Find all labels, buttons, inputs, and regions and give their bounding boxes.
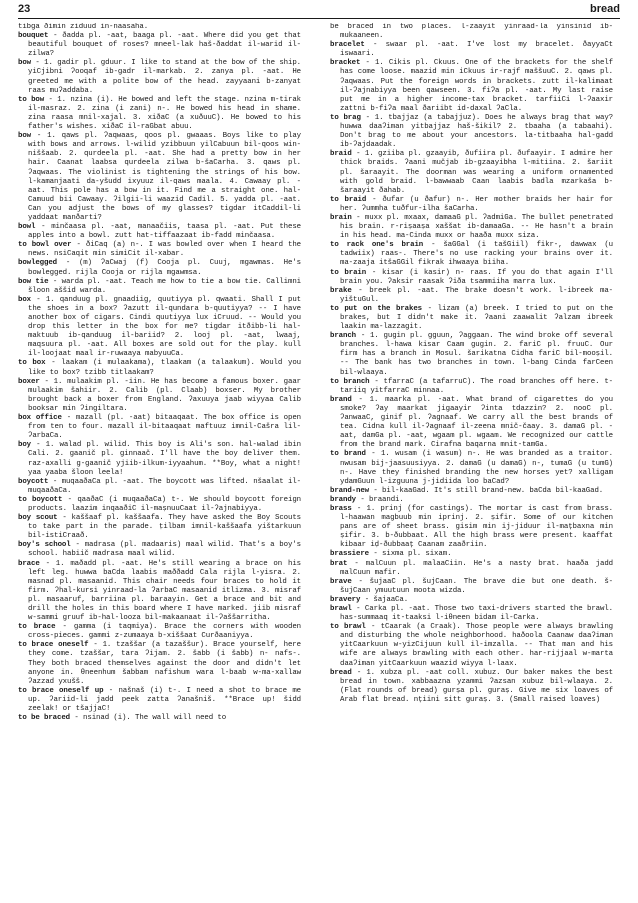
entry-headword: bowl: [18, 223, 36, 232]
dictionary-entry: [18, 32, 301, 59]
entry-text: - kisar (i kasir) n- raas. If you do that again I'll brain you. ʔaksir raasak ʔiða tsammiiha marra lux.: [340, 268, 613, 286]
entry-text: - malCuun pl. malaaCiin. He's a nasty brat. haaða jadd malCuun mafir.: [340, 559, 613, 577]
entry-text: - laakam (i mulaakama), tlaakam (a talaakum). Would you like to box? tzibb titlaakam?: [28, 359, 301, 377]
dictionary-entry: [330, 596, 613, 605]
dictionary-entry: [330, 560, 613, 578]
entry-text: - 1. xubza pl. -aat coll. xubuz. Our baker makes the best bread in town. xabbaazna yzammi ʔazsan xubuz bil-wlaaya. 2. (Flat rounds of bread) gurṣa pl. guraṣ. Give me six loaves of Arab flat bread. nțiini sitt guraṣ. 3. (Small raised loaves): [340, 668, 613, 704]
dictionary-entry: [18, 623, 301, 641]
dictionary-entry: [330, 487, 613, 496]
entry-headword: brand: [330, 395, 352, 404]
entry-headword: brawl: [330, 605, 352, 613]
entry-text: - 1. maðadd pl. -aat. He's still wearing a brace on his left leg. huwwa baCda laabis maððadd Cala rijla l-yisra. 2. masnad pl. masaanid. This chair needs four braces to hold it firm. ʔhal-kursi yinraad-la ʔarbaC masaanid itlizma. 3. misraf pl. masaaruf, barriina pl. baraayin. Get a brace and bit and drill the holes in this board where I have marked. jiib misraf w-sammi gruuf ib-hal-looza bil-makaanaat il-ʔaššarritha.: [28, 559, 301, 623]
entry-headword: brand-new: [330, 486, 370, 495]
entry-text: tibga ðimin ziduud in-naasaha.: [18, 23, 149, 31]
entry-text: - 1. prinj (for castings). The mortar is cast from brass. l-haawan magbuub min iprinj. 2. ṣifir. Some of our kitchen pans are of sheet brass. gisim min ij-jiduur il-mațbaxna min ṣifir. 3. b-ðubbaat. All the high brass were present. kaaffat kibaar iḍ-ðubbaaț Caanam zaaðriin.: [340, 504, 613, 550]
entry-text: - 1. nzina (i). He bowed and left the stage. nzina m-tirak il-masraz. 2. zina (i zani) n-. He bowed his head in shame. zina raasa mnil-xajal. 3. xiðaC (a xuðuuC). He bowed to his father's wishes. xiðaC il-raGbat abuu.: [28, 95, 301, 132]
entry-headword: branch: [330, 332, 357, 341]
entry-text: - (m) ʔaCwaj (f) Cooja pl. Cuuj, mgawmas. He's bowlegged. rijla Cooja or rijla mgawmsa.: [28, 259, 301, 277]
entry-headword: boycott: [18, 477, 49, 486]
dictionary-entry: [18, 59, 301, 95]
dictionary-entry: [330, 396, 613, 451]
entry-text: - breek pl. -aat. The brake doesn't work. l-ibreek ma-yištuGul.: [340, 286, 613, 304]
entry-text: - 1. gziiba pl. gzaayib, ðufiira pl. ðufaayir. I admire her thick braids. ʔaani mučjab ib-gzaayibha l-mitiina. 2. šariit pl. šaraayit. The doorman was wearing a uniform ornamented with gold braid. l-bawwaab Caan laabis badla mzarkaša b-šaraayit ðahab.: [340, 150, 613, 195]
dictionary-entry: [18, 441, 301, 477]
entry-headword: to boycott: [18, 495, 63, 504]
entry-text: - šajaaCa.: [360, 595, 409, 604]
entry-headword: to rack one's brain: [330, 241, 424, 250]
entry-text: - tfarraC (a tafarruC). The road branches off here. t-tariiq yitfarraC minnaa.: [340, 377, 613, 395]
entry-headword: to put on the brakes: [330, 304, 423, 313]
entry-headword: bowlegged: [18, 259, 58, 268]
entry-headword: brake: [330, 286, 352, 295]
dictionary-entry: [18, 414, 301, 441]
entry-headword: to box: [18, 359, 46, 368]
dictionary-entry: [18, 278, 301, 296]
dictionary-entry: [18, 241, 301, 259]
dictionary-entry: [330, 114, 613, 150]
entry-text: - braandi.: [356, 495, 404, 504]
dictionary-entry: [18, 687, 301, 714]
entry-text: - 1. tbajjaz (a tabajjuz). Does he always brag that way? huwwa daaʔiman yitbajjaz haš-šikil? 2. tbaaha (a tabaahi). Don't brag to me about your ancestors. la-titbaaha hal-gadd ib-ʔajdaadak.: [340, 113, 613, 150]
dictionary-entry: [18, 641, 301, 686]
dictionary-entry: [18, 514, 301, 541]
entry-headword: to brace oneself up: [18, 686, 104, 695]
dictionary-entry: [330, 669, 613, 705]
dictionary-entry: [18, 714, 301, 723]
dictionary-entry: [330, 550, 613, 559]
dictionary-entry: [330, 150, 613, 195]
entry-text: - muxx pl. mxaax, damaaG pl. ʔadmiGa. The bullet penetrated his brain. r-riṣaaṣa xaššat ib-damaaGa. -- He hasn't a brain in his head. ma-Cinda muxx or haaða muxx siza.: [340, 213, 613, 241]
left-column: [18, 23, 301, 895]
dictionary-entry: [330, 332, 613, 377]
dictionary-entry: [330, 496, 613, 505]
entry-text: - 1. gugin pl. gguun, ʔaggaan. The wind broke off several branches. l-hawa kisar Caam gugin. 2. fariC pl. fruuC. Our firm has a branch in Mosul. šarikatna Cidha fariC bil-mooṣil. -- The bank has two branches in town. l-bang Cinda farCeen bil-wlaaya.: [340, 332, 613, 377]
dictionary-entry: [330, 287, 613, 305]
dictionary-entry: [18, 259, 301, 277]
entry-text: - warda pl. -aat. Teach me how to tie a bow tie. Callimni šloon aššid warda.: [28, 277, 301, 295]
entry-headword: brassiere: [330, 550, 370, 559]
entry-text: - sixma pl. sixam.: [369, 550, 452, 559]
entry-headword: boxer: [18, 377, 40, 386]
dictionary-entry: [330, 305, 613, 332]
entry-text: - 1. qaws pl. ʔaqwaas, qoos pl. gwaaas. Boys like to play with bows and arrows. l-wilid yzibbuun yilCabuun bil-qoos win-niššaab. 2. qurdeela pl. -aat. She had a pretty bow in her hair. Caanat laabsa qurdeela zilwa b-šaCarha. 3. qaws pl. ʔaqwaas. The violinist is tightening the strings of his bow. l-kamanjaati da-yšudd ixyuuz il-qaws maala. 4. Cawaay pl. -aat. This pole has a bow in it. Find me a straight one. hal-Camuud bii Cawaay. ʔilgii-li waazid Cadil. 5. yadda pl. -aat. Can you adjust the bows of my glasses? tigdar itCaddil-li yaddaat manðarti?: [28, 132, 301, 222]
dictionary-entry: [330, 241, 613, 268]
entry-headword: boy scout: [18, 514, 58, 523]
entry-headword: brace: [18, 559, 40, 568]
entry-text: - lizam (a) breek. I tried to put on the brakes, but I didn't make it. ʔaani zaawalit ʔalzam ibreek laakin ma-lazzagit.: [340, 304, 613, 332]
entry-headword: brain: [330, 213, 352, 222]
entry-headword: to brace: [18, 623, 56, 632]
entry-headword: bouquet: [18, 32, 49, 41]
entry-text: - ðiCaq (a) n-. I was bowled over when I heard the news. nsiCaqit min simiCit il-xabar.: [28, 241, 301, 259]
dictionary-entry: [330, 450, 613, 486]
entry-headword: brat: [330, 559, 348, 568]
entry-text: - Carka pl. -aat. Those two taxi-drivers started the brawl. has-summaaq it-taaksi l-iθneen bidam il-Carka.: [340, 605, 613, 623]
entry-headword: to brain: [330, 268, 367, 277]
entry-text: - ðadda pl. -aat, baaga pl. -aat. Where did you get that beautiful bouquet of roses? mneel-lak haš-ðaddat il-warid il-zilwa?: [28, 32, 301, 59]
entry-headword: to bow: [18, 95, 45, 104]
entry-text: - 1. Cikis pl. Ckuus. One of the brackets for the shelf has come loose. maazid min iCkuus ir-rajf maššuuC. 2. qaws pl. ʔaqwaas. Put the foreign words in brackets. zutt il-kalimaat il-ʔajnabiyya been qawseen. 3. fiʔa pl. -aat. My last raise put me in a higher income-tax bracket. tarfiiCi l-ʔaaxir zattni b-fiʔa maal ðariibt id-daxal ʔaCla.: [340, 59, 613, 113]
entry-text: - 1. gadir pl. gduur. I like to stand at the bow of the ship. yiCjibni ʔooqaf ib-gadr il-markab. 2. zanya pl. -aat. He greeted me with a polite bow of the head. zayyaani b-zanyat raas muʔaddaba.: [28, 59, 301, 95]
entry-text: - 1. qanduug pl. gnaadiig, quutiyya pl. qwaati. Shall I put the shoes in a box? ʔazutt il-qundara b-quutiyya? -- I have another box of cigars. Cindi quutiyya lux iCruud. -- Would you drop this letter in the box for me? tigdar itðibb-li hal-maktuub ib-qanduug il-bariid? 2. looj pl. -aat, lwaaj, maqsuura pl. -aat. All boxes are sold out for the play. kull il-loojaat maal ir-ruwaaya mabyuuCa.: [28, 295, 301, 359]
entry-text: - šaGGal (i tašGiil) fikr-, dawwax (u tadwiix) raas-. There's no use racking your brains over it. ma-zaaja itšaGGil fikrak ihwaaya biiha.: [340, 241, 613, 268]
entry-text: - šujaaC pl. šujCaan. The brave die but one death. š-šujCaan ymuutuun moota wizda.: [340, 577, 613, 595]
header-rule: [18, 18, 620, 19]
entry-text: be braced in two places. l-zaayit yinraad-la yinsinid ib-mukaaneen.: [330, 23, 613, 41]
entry-text: - qaaðaC (i muqaaðaCa) t-. We should boycott foreign products. laazim inqaaðiC il-maṣnuuCaat il-ʔajnabiyya.: [28, 495, 301, 513]
dictionary-entry: [18, 96, 301, 132]
dictionary-entry: [18, 478, 301, 496]
dictionary-entry: [330, 269, 613, 287]
dictionary-entry: [18, 541, 301, 559]
entry-headword: box office: [18, 414, 62, 423]
entry-text: - 1. maarka pl. -aat. What brand of cigarettes do you smoke? ʔay maarkat jigaayir ʔinta tdazzin? 2. nooC pl. ʔanwaaC, ginif pl. ʔagnaaf. We carry all the best brands of tea. Cidna kull il-ʔagnaaf il-zeena mnič-čaay. 3. damaG pl. -aat, damGa pl. -aat, wgaam pl. wgaam. We recognized our cattle from the brand mark. Cirafna baqarna mnit-tamGa.: [340, 395, 613, 450]
entry-headword: bracelet: [330, 41, 365, 50]
entry-headword: bracket: [330, 59, 361, 68]
dictionary-entry: [18, 378, 301, 414]
entry-headword: box: [18, 295, 32, 304]
dictionary-entry: [18, 560, 301, 624]
dictionary-entry: [18, 23, 301, 32]
dictionary-entry: [330, 23, 613, 41]
dictionary-entry: [18, 223, 301, 241]
entry-headword: to brawl: [330, 623, 366, 632]
entry-text: - madrasa (pl. madaaris) maal wilid. That's a boy's school. habiič madrasa maal wilid.: [28, 541, 301, 559]
entry-text: - swaar pl. -aat. I've lost my bracelet. ðayyaCt iswaari.: [340, 41, 613, 59]
entry-headword: boy's school: [18, 541, 71, 550]
entry-text: - 1. wusam (i wasum) n-. He was branded as a traitor. nwusam bij-jaasuusiyya. 2. damaG (u damaG) n-, tumaG (u tumG) n-. Have they finished branding the new horses yet? xalligam ydamGuun l-izguuna j-jidiida loo baCad?: [340, 450, 613, 486]
entry-headword: brave: [330, 577, 352, 586]
entry-headword: bread: [330, 668, 352, 677]
dictionary-entry: [330, 214, 613, 241]
dictionary-entry: [330, 605, 613, 623]
entry-headword: to brand: [330, 450, 366, 459]
dictionary-entry: [330, 505, 613, 550]
entry-headword: braid: [330, 150, 352, 159]
entry-text: - 1. walad pl. wilid. This boy is Ali's son. hal-walad ibin Cali. 2. gaanič pl. ginnaač. I'll have the boy deliver them. raz-axalli g-gaanič yjiib-ilkum-iyyaahum. **Boy, what a night! yaa yaaba šloon leela!: [28, 441, 301, 477]
entry-text: - gamma (i taqmiya). Brace the corners with wooden cross-pieces. gammi z-zumaaya b-xiššaat Curðaaniyya.: [28, 623, 301, 641]
dictionary-entry: [330, 41, 613, 59]
entry-text: - minčaasa pl. -aat, manaačiis, taasa pl. -aat. Put these apples into a bowl. zutt hat-tiffaazaat ib-fadd minčaasa.: [28, 223, 301, 241]
right-column: [330, 23, 613, 895]
entry-text: - 1. mulaakim pl. -iin. He has become a famous boxer. gaar mulaakim šahiir. 2. Calib (pl. Claab) boxser. My brother brought back a boxer from England. ʔaxuuya jaab wiyyaa Calib booksar min ʔingiltara.: [28, 377, 301, 413]
entry-headword: to braid: [330, 195, 367, 204]
entry-text: - našnaš (i) t-. I need a shot to brace me up. ʔariid-li jadd peek zatta ʔanašniš. **Brace up! šidd zeelak! or tšajjaC!: [28, 686, 301, 714]
entry-headword: brandy: [330, 495, 357, 504]
entry-text: - ðufar (u ðafur) n-. Her mother braids her hair for her. ʔummha tuðfur-ilha šaCarha.: [340, 195, 613, 213]
dictionary-entry: [330, 623, 613, 668]
entry-headword: to branch: [330, 377, 370, 386]
entry-headword: bow tie: [18, 277, 49, 286]
entry-headword: to be braced: [18, 714, 71, 723]
dictionary-entry: [18, 496, 301, 514]
entry-headword: brass: [330, 504, 352, 513]
dictionary-entry: [18, 296, 301, 360]
page-number: 23: [18, 3, 31, 15]
dictionary-entry: [330, 59, 613, 114]
dictionary-entry: [330, 578, 613, 596]
entry-headword: bravery: [330, 595, 361, 604]
entry-text: - mazall (pl. -aat) bitaaqaat. The box office is open from ten to four. mazall il-bitaaqaat maftuuz imnil-Cašra lil-ʔarbaCa.: [28, 414, 301, 441]
dictionary-entry: [18, 132, 301, 223]
entry-headword: bow: [18, 59, 32, 68]
dictionary-entry: [330, 196, 613, 214]
entry-text: - 1. tzaššar (a tazaššur). Brace yourself, here they come. tzaššar, tara ʔijam. 2. šabb (i šabb) n- nafs-. They both braced themselves against the door and didn't let anyone in. θneenhum šabbam nafishum wara l-baab w-ma-xallaw ʔazzad yxušš.: [28, 641, 301, 686]
entry-text: - kaššaaf pl. kaššaafa. They have asked the Boy Scouts to take part in the parade. ṭilbam imnil-kaššaafa yištarkuun bil-istiCraað.: [28, 514, 301, 541]
entry-headword: boy: [18, 441, 32, 450]
entry-text: - muqaaðaCa pl. -aat. The boycott was lifted. nšaalat il-muqaaðaCa.: [28, 477, 301, 495]
dictionary-entry: [330, 378, 613, 396]
entry-headword: bow: [18, 132, 32, 141]
page-header: [18, 3, 620, 19]
entry-headword: to bowl over: [18, 241, 72, 250]
dictionary-entry: [18, 359, 301, 377]
entry-headword: to brace oneself: [18, 641, 89, 650]
entry-headword: to brag: [330, 113, 361, 122]
entry-text: - nsinad (i). The wall will need to: [70, 714, 227, 723]
entry-text: - bil-kaaGad. It's still brand-new. baCda bil-kaaGad.: [369, 486, 604, 495]
entry-text: - tCaarak (a Craak). Those people were always brawling and disturbing the whole neighborhood. haðoola Caanaw daaʔiman yitCaarkuun w-yizCijuun kull il-imzalla. -- That man and his wife are always brawling with each other. har-rijjaal w-marta daaʔiman yitCaarkuun waazid wiyya l-laax.: [340, 623, 613, 668]
header-keyword: bread: [590, 3, 620, 15]
